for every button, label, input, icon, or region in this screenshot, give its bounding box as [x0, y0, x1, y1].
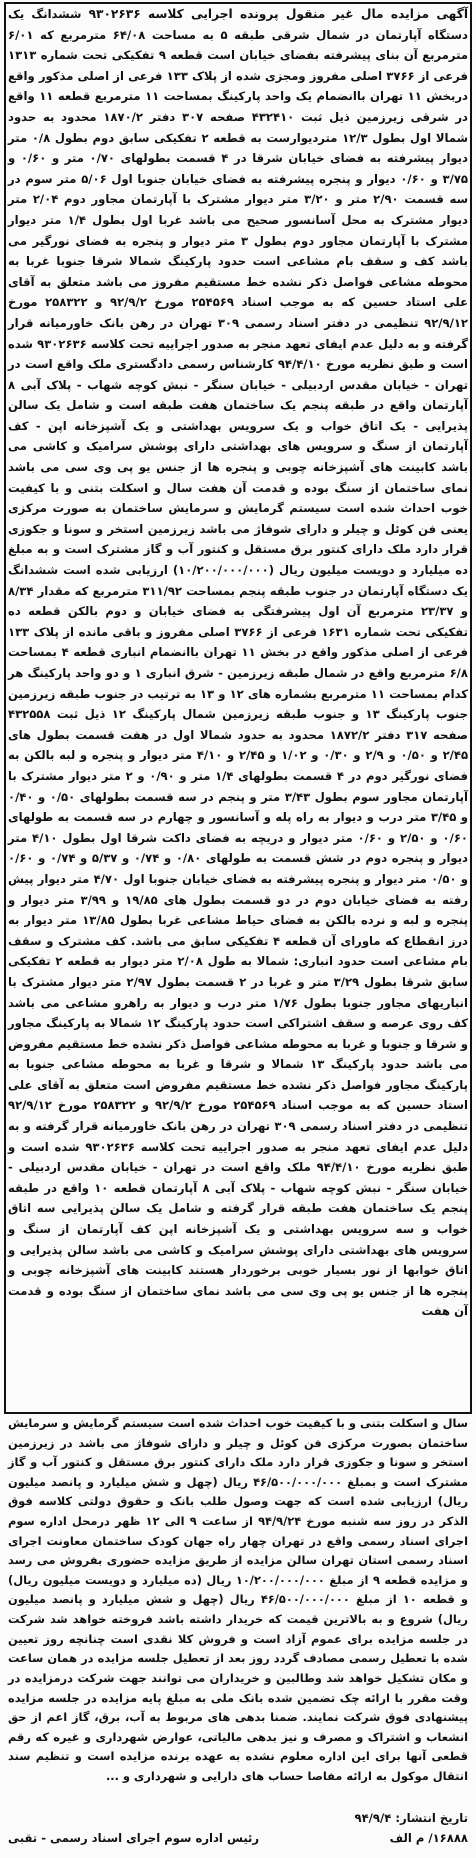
notice-body: ششدانگ یک دستگاه آپارتمان در شمال شرقی طبقه ۵ به مساحت ۶۴/۰۸ مترمربع که ۶/۰۱ مترمربع آن بنای پیشرفته بفضای خیابان است قطعه ۹ تفکیکی تحت شماره ۱۳۱۳ فرعی از ۳۷۶۶ اصلی مفروز ومجزی شده از پلاک ۱۳۳ فرعی از اصلی مذکور واقع دربخش ۱۱ تهران باانضمام یک واحد پارکینگ بمساحت ۱۱ مترمربع قطعه ۱۱ واقع در شرقی زیرزمین ذیل ثبت ۴۳۲۴۱۰ صفحه ۳۰۷ دفتر ۱۸۷۰/۲ محدود به حدود شمالا اول بطول ۱۲/۳ متردیوارست به قطعه ۲ تفکیکی سابق دوم بطول ۰/۸ متر دیوار پیشرفته به فضای خیابان شرقا در ۴ قسمت بطولهای ۰/۷۰ متر و ۰/۶۰ و ۳/۷۵ و ۰/۶۰ دیوار و پنجره پیشرفته به فضای خیابان جنوبا اول ۵/۰۶ متر سوم در سه قسمت ۲/۹۰ متر و ۳/۲۰ متر دیوار مشترک با آپارتمان مجاور دوم ۲/۰۴ متر دیوار مشترک به محل آسانسور صحیح می باشد غربا اول بطول ۱/۴ متر دیوار مشترک با آپارتمان مجاور دوم بطول ۳ متر دیوار و پنجره به فضای نورگیر می باشد کف و سقف بام مشاعی است حدود پارکینگ شمالا شرقا جنوبا غربا به محوطه مشاعی فواصل ذکر نشده خط مستقیم مفروز می باشد متعلق به آقای علی استاد حسین که به موجب اسناد ۲۵۴۵۶۹ مورخ ۹۲/۹/۲ و ۲۵۸۳۲۲ مورخ ۹۲/۹/۱۲ تنظیمی در دفتر اسناد رسمی ۳۰۹ تهران در رهن بانک خاورمیانه قرار گرفته و به دلیل عدم ایفای تعهد منجر به صدور اجراییه تحت کلاسه ۹۳۰۲۶۳۶ شده است و طبق نظریه مورخ ۹۴/۴/۱۰ کارشناس رسمی دادگستری ملک واقع است در تهران - خیابان مقدس اردبیلی - خیابان سنگر - نبش کوچه شهاب - پلاک آبی ۸ آپارتمان واقع در طبقه پنجم یک ساختمان هفت طبقه است و شامل یک سالن پذیرایی - یک اتاق خواب و یک سرویس بهداشتی و یک آشپزخانه اپن - کف آپارتمان از سنگ و سرویس های بهداشتی دارای پوشش سرامیک و کاشی می باشد کابینت های آشپزخانه چوبی و پنجره ها از جنس یو پی وی سی می باشد نمای ساختمان از سنگ بوده و قدمت آن هفت سال و اسکلت بتنی و با کیفیت خوب احداث شده است سیستم گرمایش و سرمایش ساختمان به صورت مرکزی یعنی فن کوئل و چیلر و دارای شوفاژ می باشد زیرزمین استخر و سونا و جکوزی قرار دارد ملک دارای کنتور برق مستقل و کنتور آب و گاز مشترک است و به مبلغ ده میلیارد و دویست میلیون ریال (۱۰/۲۰۰/۰۰۰/۰۰۰) ارزیابی شده است ششدانگ یک دستگاه آپارتمان در جنوب طبقه پنجم بمساحت ۳۱۱/۹۲ مترمربع که مقدار ۸/۳۴ و ۲۳/۳۷ مترمربع آن اول پیشرفتگی به فضای خیابان و دوم بالکن قطعه ده تفکیکی تحت شماره ۱۶۳۱ فرعی از ۳۷۶۶ اصلی مفروز و باقی مانده از پلاک ۱۳۳ فرعی از اصلی مذکور واقع در بخش ۱۱ تهران باانضمام انباری قطعه ۴ بمساحت ۶/۸ مترمربع واقع در شمال طبقه زیرزمین - شرق انباری ۱ و دو واحد پارکینگ هر کدام بمساحت ۱۱ مترمربع بشماره های ۱۲ و ۱۳ به ترتیب در جنوب طبقه زیرزمین جنوب پارکینگ ۱۳ و جنوب طبقه زیرزمین شمال پارکینگ ۱۲ ذیل ثبت ۴۳۲۵۵۸ صفحه ۳۱۷ دفتر ۱۸۷۲/۲ محدود به حدود شمالا اول در هفت قسمت بطول های ۲/۴۵ و ۰/۵۰ و ۲/۹ و ۰/۳۰ و ۱/۰۲ و ۲/۴۵ و ۴/۱۰ متر دیوار و پنجره و لبه بالکن به فضای نورگیر دوم در ۴ قسمت بطولهای ۱/۴ متر و ۰/۹۰ و ۲ متر دیوار مشترک با آپارتمان مجاور سوم بطول ۳/۴۳ متر و پنجم در سه قسمت بطولهای ۰/۵۰ و ۰/۴۰ و ۳/۴۵ متر درب و دیوار به راه پله و آسانسور و چهارم در سه قسمت به طولهای ۰/۶۰ و ۲/۵۰ و ۰/۶۰ متر دیوار و دریچه به فضای داکت شرقا اول بطول ۴/۱۰ متر دیوار و پنجره دوم در شش قسمت به طولهای ۰/۸۰ و ۰/۷۴ و ۵/۳۷ و ۰/۷۴ و ۰/۶۰ و ۰/۵۰ متر دیوار و پنجره پیشرفته به فضای خیابان جنوبا اول ۴/۷۰ متر دیوار پیش رفته به فضای خیابان دوم در دو قسمت بطول های ۱۹/۸۵ و ۳/۹۹ متر دیوار و پنجره و لبه و نرده بالکن به فضای حیاط مشاعی غربا بطول ۱۳/۸۵ متر دیوار به درز انقطاع که ماورای آن قطعه ۴ تفکیکی سابق می باشد. کف مشترک و سقف بام مشاعی است حدود انباری: شمالا به طول ۲/۰۸ متر دیوار به قطعه ۲ تفکیکی سابق شرقا بطول ۳/۲۹ متر و غربا در ۲ قسمت بطول ۲/۹۷ متر دیوار مشترک با انباریهای مجاور جنوبا بطول ۱/۷۶ متر درب و دیوار به راهرو مشاعی می باشد کف روی عرصه و سقف اشتراکی است حدود پارکینگ ۱۲ شمالا به پارکینگ مجاور و شرقا و جنوبا و غربا به محوطه مشاعی فواصل ذکر نشده خط مستقیم مفروض می باشد حدود پارکینگ ۱۳ شمالا و شرقا و غربا به محوطه مشاعی جنوبا به پارکینگ مجاور فواصل ذکر نشده خط مستقیم مفروض است متعلق به آقای علی استاد حسین که به موجب اسناد ۲۵۴۵۶۹ مورخ ۹۲/۹/۲ و ۲۵۸۳۲۲ مورخ ۹۲/۹/۱۲ تنظیمی در دفتر اسناد رسمی ۳۰۹ تهران در رهن بانک خاورمیانه قرار گرفته و به دلیل عدم ایفای تعهد منجر به صدور اجراییه تحت کلاسه ۹۳۰۲۶۳۶ شده است و طبق نظریه مورخ ۹۴/۴/۱۰ ملک واقع است در تهران - خیابان مقدس اردبیلی - خیابان سنگر - نبش کوچه شهاب - پلاک آبی ۸ آپارتمان قطعه ۱۰ واقع در طبقه پنجم یک ساختمان هفت طبقه قرار گرفته و شامل یک سالن پذیرایی سه اتاق خواب و سه سرویس بهداشتی و یک آشپزخانه اپن کف آپارتمان از سنگ و سرویس های بهداشتی دارای پوشش سرامیک و کاشی می باشد سالن پذیرایی و اتاق خوابها از نور بسیار خوبی برخوردار هستند کابینت های آشپزخانه چوبی و پنجره ها از جنس یو پی وی سی می باشد نمای ساختمان از سنگ بوده و قدمت آن هفت [8, 7, 469, 1319]
publish-date: تاریخ انتشار: ۹۴/۹/۴ [354, 1811, 468, 1825]
continuation-body: سال و اسکلت بتنی و با کیفیت خوب احداث شده است سیستم گرمایش و سرمایش ساختمان بصورت مرکزی فن کوئل و چیلر و دارای شوفاژ می باشد در زیرزمین استخر و سونا و جکوزی قرار دارد ملک دارای کنتور برق مستقل و کنتور آب و گاز مشترک است و بمبلغ ۴۶/۵۰۰/۰۰۰/۰۰۰ ریال (چهل و شش میلیارد و پانصد میلیون ریال) ارزیابی شده است که جهت وصول طلب بانک و حقوق دولتی کلاسه فوق الذکر در روز سه شنبه مورخ ۹۴/۹/۲۴ از ساعت ۹ الی ۱۲ ظهر درمحل اداره سوم اجرای اسناد رسمی واقع در تهران چهار راه جهان کودک ساختمان معاونت اجرای اسناد رسمی استان تهران سالن مزایده از طریق مزایده حضوری بفروش می رسد و مزایده قطعه ۹ از مبلغ ۱۰/۲۰۰/۰۰۰/۰۰۰ ریال (ده میلیارد و دویست میلیون ریال) و قطعه ۱۰ از مبلغ ۴۶/۵۰۰/۰۰۰/۰۰۰ ریال (چهل و شش میلیارد و پانصد میلیون ریال) شروع و به بالاترین قیمت که خریدار داشته باشد فروخته خواهد شد شرکت در جلسه مزایده برای عموم آزاد است و فروش کلا نقدی است چنانچه روز تعیین شده با تعطیل رسمی مصادف گردد روز بعد از تعطیل جلسه مزایده در همان ساعت و مکان تشکیل خواهد شد وطالبین و خریداران می توانند جهت شرکت درمزایده در وقت مقرر با ارائه چک تضمین شده بانک ملی به مبلغ پایه مزایده در جلسه مزایده پیشنهادی فوق شرکت نمایند. ضمنا بدهی های مربوط به آب، برق، گاز اعم از حق انشعاب و اشتراک و مصرف و نیز بدهی مالیاتی، عوارض شهرداری و غیره که رقم قطعی آنها برای این اداره معلوم نشده به عهده برنده مزایده است و تنظیم سند انتقال موکول به ارائه مفاصا حساب های دارایی و شهرداری و ... [8, 1416, 469, 1783]
reference-number: ۱۶۸۸۸/ م الف [389, 1831, 468, 1845]
notice-footer [8, 1808, 468, 1848]
notice-title: آگهی مزایده مال غیر منقول پرونده اجرایی کلاسه ۹۳۰۲۶۳۶ [88, 7, 468, 21]
signature: رئیس اداره سوم اجرای اسناد رسمی - تقبی [8, 1831, 260, 1845]
notice-continuation [8, 1414, 468, 1787]
auction-notice [8, 4, 468, 1322]
